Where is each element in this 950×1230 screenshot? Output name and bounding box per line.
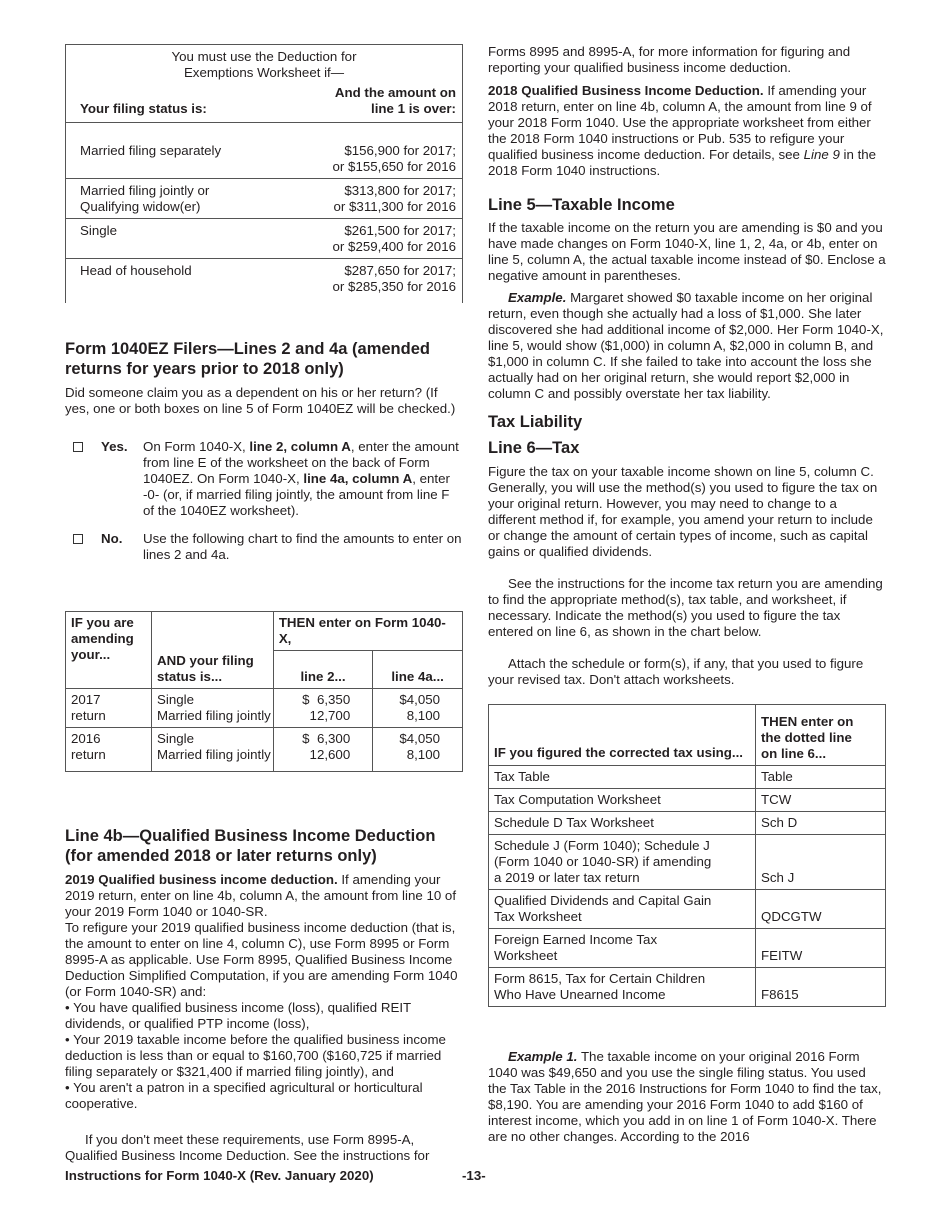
text-run: Example. [508, 290, 567, 305]
code-cell: F8615 [756, 968, 886, 1007]
status-cell: Head of household [80, 263, 192, 278]
code-cell: TCW [756, 789, 886, 812]
text-run: line 2, column A [249, 439, 351, 454]
text-run: Example 1. [508, 1049, 578, 1064]
footer-title: Instructions for Form 1040-X (Rev. January 2020) [65, 1168, 374, 1183]
code-cell: Sch D [756, 812, 886, 835]
method-cell: Qualified Dividends and Capital Gain Tax Worksheet [489, 890, 756, 929]
yes-checkbox[interactable] [73, 442, 83, 452]
left-column [65, 44, 463, 1164]
line6-paragraph-3 [488, 656, 886, 688]
qbi-bullet: • You aren't a patron in a specified agricultural or horticultural cooperative. [65, 1080, 423, 1111]
method-cell: Schedule D Tax Worksheet [489, 812, 756, 835]
table-row: 2017 return Single Married filing jointly $ 6,350 12,700 $4,050 8,100 [66, 689, 463, 728]
table-row [489, 766, 886, 789]
table-row: 2016 return Single Married filing jointly $ 6,300 12,600 $4,050 8,100 [66, 728, 463, 772]
qbi-heading: Line 4b—Qualified Business Income Deduction (for amended 2018 or later returns only) [65, 827, 436, 865]
header-filing-status: AND your filing status is... [152, 612, 274, 689]
line6-paragraph-2 [488, 576, 886, 640]
header-line2: line 2... [273, 651, 372, 689]
text-run: Use the following chart to find the amounts to enter on lines 2 and 4a. [143, 531, 462, 562]
text-run: Margaret showed $0 taxable income on her original return, even though she actually had a loss of $1,000. She later discovered she had additional income of $2,000. Her Form 1040-X, line 5, would show ($1,000) in column A, $2,000 in column B, and $1,000 in column C. If she failed to take into account the loss she actually had on her original return, she would report $2,000 in column C and possibly overstate her tax liability. [488, 290, 884, 401]
text-run: If amending your 2018 return, enter on line 4b, column A, the amount from line 9 of your 2018 Form 1040. Use the appropriate worksheet from either the 2018 Form 1040 instructions or Pub. 535 to refigure your qualified business income deduction. For details, see [488, 83, 872, 162]
table-caption: You must use the Deduction for Exemptions Worksheet if— [171, 49, 357, 80]
line5-heading: Line 5—Taxable Income [488, 196, 675, 214]
no-checkbox[interactable] [73, 534, 83, 544]
method-cell: Foreign Earned Income Tax Worksheet [489, 929, 756, 968]
status-cell: Single [66, 219, 313, 259]
text-run: Did someone claim you as a dependent on his or her return? (If yes, one or both boxes on line 5 of Form 1040EZ will be checked.) [65, 385, 456, 416]
header-code: THEN enter on the dotted line on line 6... [756, 705, 886, 766]
header-method: IF you figured the corrected tax using... [489, 705, 756, 766]
col-header-amount: And the amount on line 1 is over: [313, 85, 463, 123]
deduction-worksheet-table [65, 44, 463, 303]
code-cell: Table [756, 766, 886, 789]
text-run: , enter the amount from line E of the worksheet on the back of Form 1040EZ. On Form 1040-X, [143, 439, 459, 486]
yes-text [143, 439, 463, 519]
no-label: No. [101, 531, 123, 546]
text-run: On Form 1040-X, [143, 439, 250, 454]
amount-cell: $313,800 for 2017; or $311,300 for 2016 [313, 179, 463, 219]
text-run: Attach the schedule or form(s), if any, that you used to figure your revised tax. Don't attach worksheets. [488, 656, 864, 687]
text-run: line 4a, column A [303, 471, 413, 486]
text-run: See the instructions for the income tax return you are amending to find the appropriate method(s), tax table, and worksheet, if necessary. Indicate the method(s) you used to figure the tax entered on line 6, as shown in the chart below. [488, 576, 883, 639]
method-cell: Tax Table [489, 766, 756, 789]
text-run: , enter -0- (or, if married filing jointly, the amount from line F of the 1040EZ worksheet). [143, 471, 450, 518]
ez-heading: Form 1040EZ Filers—Lines 2 and 4a (amended returns for years prior to 2018 only) [65, 340, 430, 378]
qbi-2019-paragraph [65, 872, 463, 920]
text-run: Line 9 [803, 147, 840, 162]
qbi-refigure-paragraph [65, 920, 463, 1000]
continued-paragraph [488, 44, 886, 76]
text-run: 2018 Qualified Business Income Deduction. [488, 83, 764, 98]
header-then: THEN enter on Form 1040-X, [273, 612, 462, 651]
method-table [488, 704, 886, 1007]
qbi-body [65, 872, 463, 1112]
text-run: in the 2018 Form 1040 instructions. [488, 147, 877, 178]
table-row [489, 812, 886, 835]
method-cell: Tax Computation Worksheet [489, 789, 756, 812]
text-run: Figure the tax on your taxable income shown on line 5, column C. Generally, you will use the method(s) you used to figure the tax on your original return. However, you may need to change to a different method if, for example, you amend your return to include or change the amount of certain types of income, such as capital gains or qualified dividends. [488, 464, 878, 559]
table-row [489, 835, 886, 890]
no-text [143, 531, 463, 563]
text-run: To refigure your 2019 qualified business income deduction (that is, the amount to enter on line 4, column C), use Form 8995 or Form 8995-A as applicable. Use Form 8995, Qualified Business Income Deduction Simplified Computation, if you are amending Form 1040 (or Form 1040-SR) and: [65, 920, 458, 999]
text-run: Forms 8995 and 8995-A, for more information for figuring and reporting your qualified business income deduction. [488, 44, 851, 75]
text-run: 2019 Qualified business income deduction. [65, 872, 338, 887]
line6-paragraph-1 [488, 464, 886, 560]
qbi-bullet: • Your 2019 taxable income before the qualified business income deduction is less than or equal to $160,700 ($160,725 if married filing separately or $321,400 if married filing jointly), and [65, 1032, 446, 1079]
amount-cell: $156,900 for 2017; or $155,650 for 2016 [313, 123, 463, 179]
header-line4a: line 4a... [373, 651, 463, 689]
amounts-table [65, 611, 463, 772]
code-cell: Sch J [756, 835, 886, 890]
qbi-requirements-paragraph [65, 1132, 463, 1164]
table-row [489, 890, 886, 929]
tax-liability-heading: Tax Liability [488, 413, 583, 431]
col-header-status: Your filing status is: [66, 85, 313, 123]
ez-intro [65, 385, 463, 417]
yes-label: Yes. [101, 439, 128, 454]
example-paragraph [488, 290, 886, 402]
amount-cell: $261,500 for 2017; or $259,400 for 2016 [313, 219, 463, 259]
yes-option [65, 439, 463, 519]
line5-paragraph [488, 220, 886, 284]
text-run: If you don't meet these requirements, use Form 8995-A, Qualified Business Income Deduction. See the instructions for [65, 1132, 430, 1163]
qbi-2018-paragraph [488, 83, 886, 179]
qbi-bullet: • You have qualified business income (loss), qualified REIT dividends, or qualified PTP income (loss), [65, 1000, 411, 1031]
table-row [489, 968, 886, 1007]
table-row [489, 929, 886, 968]
header-amending: IF you are amending your... [66, 612, 152, 689]
text-run: If amending your 2019 return, enter on line 4b, column A, the amount from line 10 of your 2019 Form 1040 or 1040-SR. [65, 872, 457, 919]
page-number: -13- [462, 1168, 486, 1183]
status-cell: Married filing jointly or Qualifying widow(er) [66, 179, 313, 219]
text-run: If the taxable income on the return you are amending is $0 and you have made changes on Form 1040-X, line 1, 2, 4a, or 4b, enter on line 5, column A, the actual taxable income instead of $0. Enclose a negative amount in parentheses. [488, 220, 886, 283]
table-row [489, 789, 886, 812]
status-cell: Married filing separately [66, 123, 313, 179]
line6-heading: Line 6—Tax [488, 439, 580, 457]
example1-paragraph [488, 1049, 886, 1145]
no-option [65, 531, 463, 563]
method-cell: Form 8615, Tax for Certain Children Who Have Unearned Income [489, 968, 756, 1007]
code-cell: QDCGTW [756, 890, 886, 929]
text-run: The taxable income on your original 2016 Form 1040 was $49,650 and you use the single filing status. You used the Tax Table in the 2016 Instructions for Form 1040 to find the tax, $8,190. You are amending your 2016 Form 1040 to add $160 of interest income, which you add in on line 1 of Form 1040-X. There are no other changes. According to the 2016 [488, 1049, 882, 1144]
method-cell: Schedule J (Form 1040); Schedule J (Form 1040 or 1040-SR) if amending a 2019 or later tax return [489, 835, 756, 890]
code-cell: FEITW [756, 929, 886, 968]
right-column [488, 44, 886, 1145]
amount-cell: $287,650 for 2017; or $285,350 for 2016 [332, 263, 456, 294]
